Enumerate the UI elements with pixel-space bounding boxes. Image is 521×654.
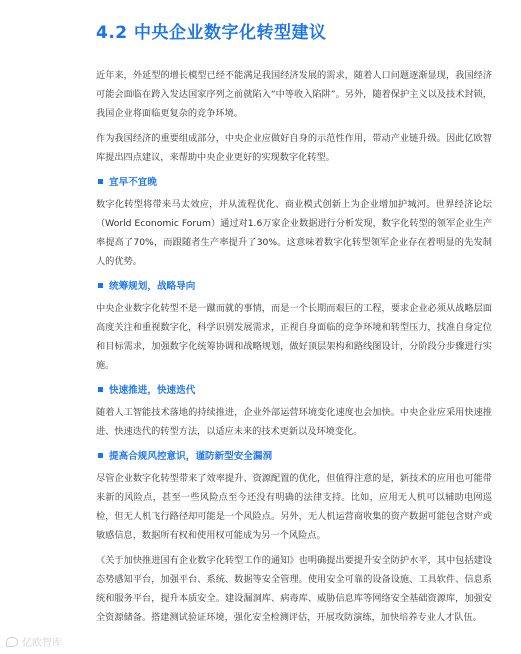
square-bullet-icon: [98, 179, 103, 184]
paragraph-compliance-1: 尽管企业数字化转型带来了效率提升、资源配置的优化，但值得注意的是，新技术的应用也可能带来新的风险点，甚至一些风险点至今还没有明确的法律支持。比如，应用无人机可以辅助电网巡检，但无人机飞行路径却可能是一个风险点。另外，无人机运营商收集的资产数据可能包含财产或敏感信息，数据所有权和使用权可能成为另一个风险点。: [96, 473, 492, 541]
square-bullet-icon: [98, 283, 103, 288]
chat-bubble-icon: [6, 637, 18, 647]
paragraph-early: 数字化转型将带来马太效应，并从流程优化、商业模式创新上为企业增加护城河。世界经济论坛（World Economic Forum）通过对1.6万家企业数据进行分析发现，数字化转型的领军企业生产率提高了70%，而跟随者生产率提升了30%。这意味着数字化转型领军企业存在着明显的先发制人的优势。: [96, 199, 493, 267]
subheading-label: 宜早不宜晚: [109, 177, 157, 188]
watermark-text: 亿欧智库: [22, 638, 62, 649]
subheading-planning: [96, 277, 492, 293]
subheading-compliance: [96, 447, 492, 463]
subheading-label: 统筹规划，战略导向: [109, 281, 196, 292]
subheading-iteration: [96, 381, 492, 397]
section-title: 4.2 中央企业数字化转型建议: [96, 23, 327, 43]
intro-paragraph-2: 作为我国经济的重要组成部分，中央企业应做好自身的示范性作用，带动产业链升级。因此亿欧智库提出四点建议，来帮助中央企业更好的实现数字化转型。: [96, 133, 492, 163]
subheading-label: 提高合规风控意识，谨防新型安全漏洞: [109, 451, 273, 462]
square-bullet-icon: [98, 453, 103, 458]
intro-paragraph-1: 近年来，外延型的增长模型已经不能满足我国经济发展的需求，随着人口问题逐渐显现，我国经济可能会面临在跨入发达国家序列之前就陷入“中等收入陷阱”。另外，随着保护主义以及技术封锁，我国企业将面临更复杂的竞争环境。: [96, 70, 492, 119]
square-bullet-icon: [98, 387, 103, 392]
subheading-label: 快速推进，快速迭代: [109, 385, 196, 396]
subheading-early: [96, 173, 492, 189]
paragraph-iteration: 随着人工智能技术落地的持续推进，企业外部运营环境变化速度也会加快。中央企业应采用快速推进、快速迭代的转型方法，以适应未来的技术更新以及环境变化。: [96, 407, 492, 437]
paragraph-compliance-2: 《关于加快推进国有企业数字化转型工作的通知》也明确提出要提升安全防护水平，其中包括建设态势感知平台，加强平台、系统、数据等安全管理。使用安全可靠的设备设施、工具软件、信息系统和服务平台，提升本质安全。建设漏洞库、病毒库、威胁信息库等网络安全基础资源库，加强安全资源储备。搭建测试验证环境，强化安全检测评估，开展攻防演练，加快培养专业人才队伍。: [96, 555, 492, 623]
content-body: [96, 66, 492, 633]
paragraph-planning: 中央企业数字化转型不是一蹴而就的事情，而是一个长期而艰巨的工程，要求企业必须从战略层面高度关注和重视数字化，科学识别发展需求，正视自身面临的竞争环境和转型压力，找准自身定位和目标需求，加强数字化统筹协调和战略规划，做好顶层架构和路线图设计，分阶段分步骤进行实施。: [96, 303, 492, 371]
watermark: [6, 634, 62, 649]
